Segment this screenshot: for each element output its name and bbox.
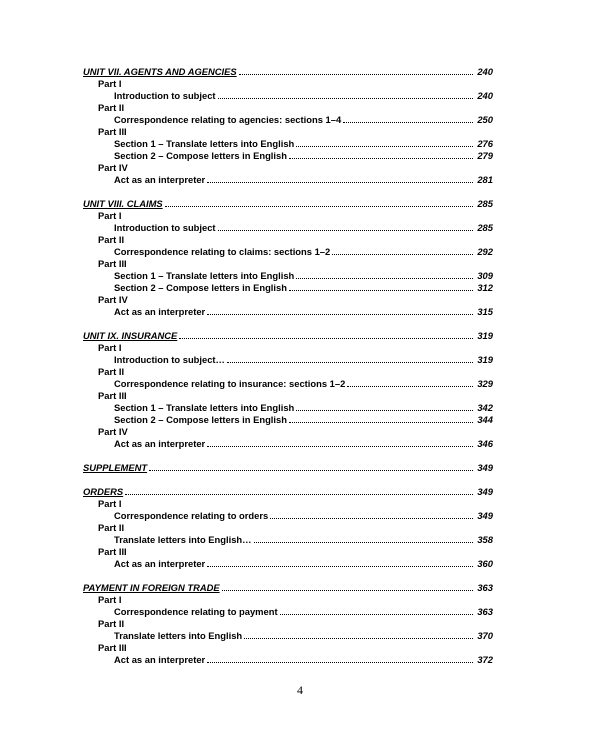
toc-entry-title: Section 1 – Translate letters into English xyxy=(114,270,295,281)
toc-page-number: 292 xyxy=(477,246,493,257)
toc-entry-title: Act as an interpreter xyxy=(114,174,206,185)
toc-page-number: 319 xyxy=(477,330,493,341)
dot-leader xyxy=(207,661,473,663)
toc-entry xyxy=(83,534,493,546)
toc-entry xyxy=(83,114,493,126)
toc-page-number: 346 xyxy=(477,438,493,449)
dot-leader xyxy=(343,121,473,123)
toc-entry xyxy=(83,654,493,666)
toc-spacer xyxy=(83,474,493,486)
toc-page-number: 309 xyxy=(477,270,493,281)
toc-unit-heading xyxy=(83,330,493,342)
toc-part-label: Part III xyxy=(98,546,127,557)
toc-entry-title: SUPPLEMENT xyxy=(83,462,148,473)
toc-entry-title: Section 2 – Compose letters in English xyxy=(114,282,287,293)
toc-entry xyxy=(83,150,493,162)
toc-entry-title: Act as an interpreter xyxy=(114,438,206,449)
dot-leader xyxy=(207,313,473,315)
toc-page-number: 342 xyxy=(477,402,493,413)
toc-unit-heading xyxy=(83,66,493,78)
toc-entry-title: Correspondence relating to orders xyxy=(114,510,269,521)
toc-page-number: 285 xyxy=(477,222,493,233)
toc-entry-title: Act as an interpreter xyxy=(114,654,206,665)
toc-part-label: Part I xyxy=(98,498,122,509)
toc-page-number: 329 xyxy=(477,378,493,389)
dot-leader xyxy=(222,589,473,591)
toc-entry-title: Introduction to subject xyxy=(114,90,216,101)
dot-leader xyxy=(332,253,473,255)
dot-leader xyxy=(207,445,473,447)
toc-part-label: Part II xyxy=(98,102,125,113)
toc-entry-title: ORDERS xyxy=(83,486,124,497)
dot-leader xyxy=(239,73,473,75)
toc-entry xyxy=(83,90,493,102)
dot-leader xyxy=(347,385,473,387)
toc-entry-title: Section 1 – Translate letters into English xyxy=(114,138,295,149)
toc-entry xyxy=(83,246,493,258)
toc-page-number: 349 xyxy=(477,486,493,497)
toc-spacer xyxy=(83,450,493,462)
toc-page-number: 319 xyxy=(477,354,493,365)
toc-part-label: Part III xyxy=(98,126,127,137)
toc-page-number: 240 xyxy=(477,90,493,101)
toc-entry xyxy=(83,270,493,282)
dot-leader xyxy=(227,361,473,363)
toc-entry xyxy=(83,222,493,234)
toc-page-number: 312 xyxy=(477,282,493,293)
toc-part-label: Part III xyxy=(98,642,127,653)
toc-part-label: Part IV xyxy=(98,426,128,437)
dot-leader xyxy=(270,517,473,519)
dot-leader xyxy=(165,205,473,207)
toc-entry xyxy=(83,402,493,414)
toc-page-number: 279 xyxy=(477,150,493,161)
toc-page-number: 315 xyxy=(477,306,493,317)
dot-leader xyxy=(244,637,473,639)
toc-part-label: Part I xyxy=(98,342,122,353)
toc-page-number: 240 xyxy=(477,66,493,77)
toc-page-number: 285 xyxy=(477,198,493,209)
toc-entry-title: Act as an interpreter xyxy=(114,558,206,569)
toc-entry-title: UNIT VII. AGENTS AND AGENCIES xyxy=(83,66,237,77)
page-number: 4 xyxy=(297,683,303,697)
toc-spacer xyxy=(83,318,493,330)
toc-entry-title: Section 2 – Compose letters in English xyxy=(114,150,287,161)
toc-part-label: Part III xyxy=(98,390,127,401)
dot-leader xyxy=(280,613,473,615)
toc-page-number: 276 xyxy=(477,138,493,149)
toc-page-number: 250 xyxy=(477,114,493,125)
toc-entry-title: Correspondence relating to payment xyxy=(114,606,278,617)
toc-page-number: 349 xyxy=(477,510,493,521)
toc-unit-heading xyxy=(83,198,493,210)
dot-leader xyxy=(149,469,473,471)
toc-unit-heading xyxy=(83,486,493,498)
toc-spacer xyxy=(83,570,493,582)
toc-entry-title: Correspondence relating to claims: sections 1–2 xyxy=(114,246,331,257)
table-of-contents xyxy=(83,66,493,666)
toc-entry xyxy=(83,174,493,186)
toc-entry xyxy=(83,438,493,450)
toc-page-number: 372 xyxy=(477,654,493,665)
toc-page-number: 363 xyxy=(477,582,493,593)
toc-entry-title: Introduction to subject… xyxy=(114,354,225,365)
toc-entry xyxy=(83,414,493,426)
dot-leader xyxy=(296,409,473,411)
dot-leader xyxy=(296,277,473,279)
toc-page-number: 363 xyxy=(477,606,493,617)
toc-part-label: Part III xyxy=(98,258,127,269)
toc-entry-title: UNIT VIII. CLAIMS xyxy=(83,198,163,209)
toc-entry xyxy=(83,558,493,570)
toc-entry-title: Section 2 – Compose letters in English xyxy=(114,414,287,425)
toc-page-number: 370 xyxy=(477,630,493,641)
toc-entry-title: Act as an interpreter xyxy=(114,306,206,317)
dot-leader xyxy=(207,565,473,567)
toc-part-label: Part I xyxy=(98,210,122,221)
dot-leader xyxy=(289,421,473,423)
toc-entry-title: Section 1 – Translate letters into English xyxy=(114,402,295,413)
toc-entry xyxy=(83,630,493,642)
dot-leader xyxy=(218,229,473,231)
toc-entry-title: Correspondence relating to agencies: sections 1–4 xyxy=(114,114,342,125)
toc-part-label: Part II xyxy=(98,618,125,629)
toc-page-number: 358 xyxy=(477,534,493,545)
toc-entry xyxy=(83,306,493,318)
toc-entry xyxy=(83,510,493,522)
dot-leader xyxy=(179,337,473,339)
toc-page-number: 349 xyxy=(477,462,493,473)
toc-part-label: Part IV xyxy=(98,162,128,173)
toc-spacer xyxy=(83,186,493,198)
toc-unit-heading xyxy=(83,582,493,594)
toc-part-label: Part II xyxy=(98,366,125,377)
toc-unit-heading xyxy=(83,462,493,474)
toc-part-label: Part I xyxy=(98,78,122,89)
toc-entry xyxy=(83,138,493,150)
toc-page-number: 281 xyxy=(477,174,493,185)
dot-leader xyxy=(289,157,473,159)
toc-part-label: Part IV xyxy=(98,294,128,305)
dot-leader xyxy=(254,541,473,543)
toc-part-label: Part II xyxy=(98,522,125,533)
toc-entry xyxy=(83,282,493,294)
toc-entry-title: Translate letters into English… xyxy=(114,534,252,545)
toc-part-label: Part II xyxy=(98,234,125,245)
toc-page-number: 344 xyxy=(477,414,493,425)
toc-entry xyxy=(83,354,493,366)
toc-part-label: Part I xyxy=(98,594,122,605)
dot-leader xyxy=(218,97,473,99)
dot-leader xyxy=(296,145,473,147)
toc-entry xyxy=(83,378,493,390)
toc-entry-title: Translate letters into English xyxy=(114,630,243,641)
toc-entry-title: PAYMENT IN FOREIGN TRADE xyxy=(83,582,220,593)
toc-entry-title: Correspondence relating to insurance: sections 1–2 xyxy=(114,378,346,389)
toc-entry-title: UNIT IX. INSURANCE xyxy=(83,330,178,341)
dot-leader xyxy=(125,493,473,495)
toc-entry-title: Introduction to subject xyxy=(114,222,216,233)
toc-entry xyxy=(83,606,493,618)
dot-leader xyxy=(207,181,473,183)
toc-page-number: 360 xyxy=(477,558,493,569)
dot-leader xyxy=(289,289,473,291)
